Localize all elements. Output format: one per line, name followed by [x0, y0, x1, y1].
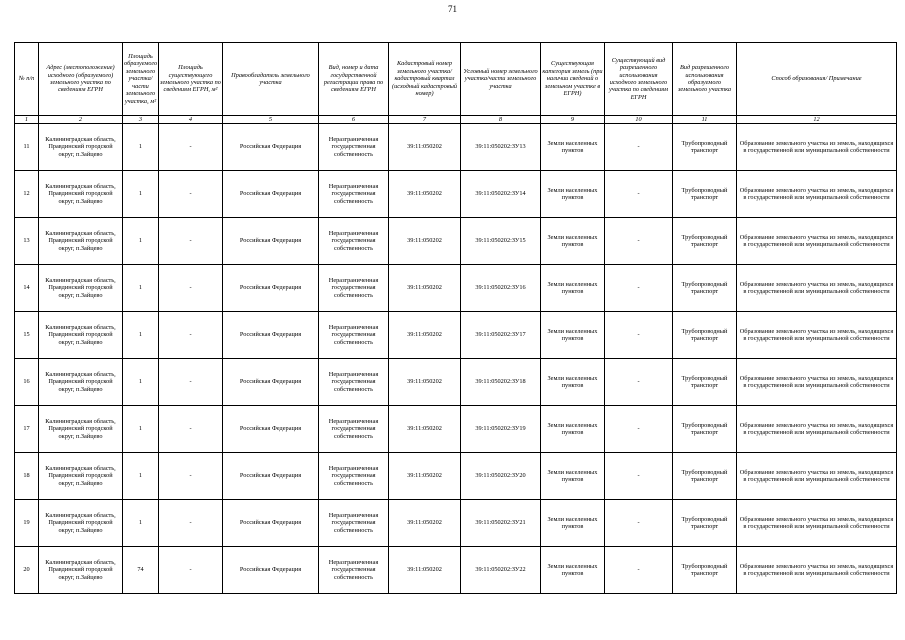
- conditional-number-cell: 39:11:050202:ЗУ16: [461, 265, 541, 312]
- existing-use-cell: -: [605, 406, 673, 453]
- method-cell: Образование земельного участка из земель, находящихся в государственной или муниципальной собственности: [737, 359, 897, 406]
- conditional-number-cell: 39:11:050202:ЗУ20: [461, 453, 541, 500]
- existing-use-cell: -: [605, 312, 673, 359]
- col-header-right-registration: Вид, номер и дата государственной регистрации права по сведениям ЕГРН: [319, 43, 389, 116]
- right-cell: Неразграниченная государственная собственность: [319, 312, 389, 359]
- table-row: [15, 218, 897, 265]
- owner-cell: Российская Федерация: [223, 453, 319, 500]
- address-cell: Калининградская область, Правдинский городской округ, п.Зайцево: [39, 547, 123, 594]
- area-existing-cell: -: [159, 406, 223, 453]
- method-cell: Образование земельного участка из земель, находящихся в государственной или муниципальной собственности: [737, 547, 897, 594]
- table-row: [15, 312, 897, 359]
- area-existing-cell: -: [159, 547, 223, 594]
- existing-use-cell: -: [605, 218, 673, 265]
- cadastral-cell: 39:11:050202: [389, 406, 461, 453]
- category-cell: Земли населенных пунктов: [541, 171, 605, 218]
- right-cell: Неразграниченная государственная собственность: [319, 547, 389, 594]
- header-row: [15, 43, 897, 116]
- col-header-land-category: Существующая категория земель (при наличии сведений о земельном участке в ЕГРН): [541, 43, 605, 116]
- area-existing-cell: -: [159, 171, 223, 218]
- table-row: [15, 171, 897, 218]
- cadastral-cell: 39:11:050202: [389, 547, 461, 594]
- area-new-cell: 1: [123, 265, 159, 312]
- conditional-number-cell: 39:11:050202:ЗУ21: [461, 500, 541, 547]
- conditional-number-cell: 39:11:050202:ЗУ17: [461, 312, 541, 359]
- new-use-cell: Трубопроводный транспорт: [673, 500, 737, 547]
- col-header-area-existing: Площадь существующего земельного участка по сведениям ЕГРН, м²: [159, 43, 223, 116]
- column-number: 8: [461, 116, 541, 124]
- col-header-method: Способ образования/ Примечание: [737, 43, 897, 116]
- right-cell: Неразграниченная государственная собственность: [319, 265, 389, 312]
- method-cell: Образование земельного участка из земель, находящихся в государственной или муниципальной собственности: [737, 171, 897, 218]
- cadastral-cell: 39:11:050202: [389, 171, 461, 218]
- cadastral-cell: 39:11:050202: [389, 312, 461, 359]
- category-cell: Земли населенных пунктов: [541, 547, 605, 594]
- area-new-cell: 1: [123, 171, 159, 218]
- area-existing-cell: -: [159, 500, 223, 547]
- new-use-cell: Трубопроводный транспорт: [673, 547, 737, 594]
- owner-cell: Российская Федерация: [223, 124, 319, 171]
- owner-cell: Российская Федерация: [223, 406, 319, 453]
- table-row: [15, 265, 897, 312]
- cadastral-cell: 39:11:050202: [389, 218, 461, 265]
- column-number: 1: [15, 116, 39, 124]
- row-number: 19: [15, 500, 39, 547]
- owner-cell: Российская Федерация: [223, 500, 319, 547]
- row-number: 13: [15, 218, 39, 265]
- row-number: 12: [15, 171, 39, 218]
- cadastral-cell: 39:11:050202: [389, 359, 461, 406]
- column-number: 12: [737, 116, 897, 124]
- col-header-area-new: Площадь образуемого земельного участка/ части земельного участка, м²: [123, 43, 159, 116]
- table-row: [15, 359, 897, 406]
- column-number: 7: [389, 116, 461, 124]
- conditional-number-cell: 39:11:050202:ЗУ22: [461, 547, 541, 594]
- address-cell: Калининградская область, Правдинский городской округ, п.Зайцево: [39, 406, 123, 453]
- method-cell: Образование земельного участка из земель, находящихся в государственной или муниципальной собственности: [737, 406, 897, 453]
- owner-cell: Российская Федерация: [223, 359, 319, 406]
- col-header-existing-use: Существующий вид разрешенного использования исходного земельного участка по сведениям ЕГРН: [605, 43, 673, 116]
- area-new-cell: 1: [123, 359, 159, 406]
- existing-use-cell: -: [605, 124, 673, 171]
- conditional-number-cell: 39:11:050202:ЗУ18: [461, 359, 541, 406]
- row-number: 16: [15, 359, 39, 406]
- area-existing-cell: -: [159, 265, 223, 312]
- new-use-cell: Трубопроводный транспорт: [673, 453, 737, 500]
- conditional-number-cell: 39:11:050202:ЗУ19: [461, 406, 541, 453]
- category-cell: Земли населенных пунктов: [541, 453, 605, 500]
- right-cell: Неразграниченная государственная собственность: [319, 453, 389, 500]
- row-number: 20: [15, 547, 39, 594]
- table-row: [15, 547, 897, 594]
- cadastral-cell: 39:11:050202: [389, 453, 461, 500]
- owner-cell: Российская Федерация: [223, 312, 319, 359]
- column-number-row: [15, 116, 897, 124]
- row-number: 17: [15, 406, 39, 453]
- row-number: 15: [15, 312, 39, 359]
- column-number: 6: [319, 116, 389, 124]
- new-use-cell: Трубопроводный транспорт: [673, 171, 737, 218]
- new-use-cell: Трубопроводный транспорт: [673, 218, 737, 265]
- owner-cell: Российская Федерация: [223, 218, 319, 265]
- row-number: 18: [15, 453, 39, 500]
- table-row: [15, 453, 897, 500]
- owner-cell: Российская Федерация: [223, 171, 319, 218]
- existing-use-cell: -: [605, 547, 673, 594]
- area-new-cell: 1: [123, 500, 159, 547]
- new-use-cell: Трубопроводный транспорт: [673, 265, 737, 312]
- new-use-cell: Трубопроводный транспорт: [673, 406, 737, 453]
- category-cell: Земли населенных пунктов: [541, 265, 605, 312]
- column-number: 2: [39, 116, 123, 124]
- area-existing-cell: -: [159, 359, 223, 406]
- cadastral-cell: 39:11:050202: [389, 124, 461, 171]
- row-number: 14: [15, 265, 39, 312]
- land-plot-table: [14, 42, 897, 594]
- cadastral-cell: 39:11:050202: [389, 500, 461, 547]
- row-number: 11: [15, 124, 39, 171]
- new-use-cell: Трубопроводный транспорт: [673, 312, 737, 359]
- new-use-cell: Трубопроводный транспорт: [673, 359, 737, 406]
- col-header-new-use: Вид разрешенного использования образуемого земельного участка: [673, 43, 737, 116]
- col-header-address: Адрес (местоположение) исходного (образуемого) земельного участка по сведениям ЕГРН: [39, 43, 123, 116]
- conditional-number-cell: 39:11:050202:ЗУ14: [461, 171, 541, 218]
- category-cell: Земли населенных пунктов: [541, 218, 605, 265]
- col-header-number: № п/п: [15, 43, 39, 116]
- table-row: [15, 500, 897, 547]
- col-header-owner: Правообладатель земельного участка: [223, 43, 319, 116]
- category-cell: Земли населенных пунктов: [541, 312, 605, 359]
- existing-use-cell: -: [605, 359, 673, 406]
- category-cell: Земли населенных пунктов: [541, 406, 605, 453]
- method-cell: Образование земельного участка из земель, находящихся в государственной или муниципальной собственности: [737, 312, 897, 359]
- table-row: [15, 406, 897, 453]
- address-cell: Калининградская область, Правдинский городской округ, п.Зайцево: [39, 171, 123, 218]
- col-header-conditional-number: Условный номер земельного участка/части земельного участка: [461, 43, 541, 116]
- method-cell: Образование земельного участка из земель, находящихся в государственной или муниципальной собственности: [737, 265, 897, 312]
- area-existing-cell: -: [159, 218, 223, 265]
- column-number: 10: [605, 116, 673, 124]
- area-new-cell: 1: [123, 312, 159, 359]
- column-number: 5: [223, 116, 319, 124]
- address-cell: Калининградская область, Правдинский городской округ, п.Зайцево: [39, 218, 123, 265]
- column-number: 3: [123, 116, 159, 124]
- existing-use-cell: -: [605, 265, 673, 312]
- address-cell: Калининградская область, Правдинский городской округ, п.Зайцево: [39, 265, 123, 312]
- area-existing-cell: -: [159, 124, 223, 171]
- right-cell: Неразграниченная государственная собственность: [319, 406, 389, 453]
- column-number: 4: [159, 116, 223, 124]
- area-existing-cell: -: [159, 312, 223, 359]
- existing-use-cell: -: [605, 500, 673, 547]
- method-cell: Образование земельного участка из земель, находящихся в государственной или муниципальной собственности: [737, 453, 897, 500]
- area-new-cell: 74: [123, 547, 159, 594]
- table-row: [15, 124, 897, 171]
- right-cell: Неразграниченная государственная собственность: [319, 124, 389, 171]
- area-existing-cell: -: [159, 453, 223, 500]
- area-new-cell: 1: [123, 453, 159, 500]
- address-cell: Калининградская область, Правдинский городской округ, п.Зайцево: [39, 500, 123, 547]
- method-cell: Образование земельного участка из земель, находящихся в государственной или муниципальной собственности: [737, 218, 897, 265]
- address-cell: Калининградская область, Правдинский городской округ, п.Зайцево: [39, 453, 123, 500]
- col-header-cadastral-number: Кадастровый номер земельного участка/ кадастровый квартал (исходный кадастровый номер): [389, 43, 461, 116]
- right-cell: Неразграниченная государственная собственность: [319, 359, 389, 406]
- method-cell: Образование земельного участка из земель, находящихся в государственной или муниципальной собственности: [737, 124, 897, 171]
- right-cell: Неразграниченная государственная собственность: [319, 218, 389, 265]
- owner-cell: Российская Федерация: [223, 547, 319, 594]
- existing-use-cell: -: [605, 453, 673, 500]
- column-number: 11: [673, 116, 737, 124]
- right-cell: Неразграниченная государственная собственность: [319, 171, 389, 218]
- address-cell: Калининградская область, Правдинский городской округ, п.Зайцево: [39, 124, 123, 171]
- new-use-cell: Трубопроводный транспорт: [673, 124, 737, 171]
- conditional-number-cell: 39:11:050202:ЗУ15: [461, 218, 541, 265]
- existing-use-cell: -: [605, 171, 673, 218]
- right-cell: Неразграниченная государственная собственность: [319, 500, 389, 547]
- address-cell: Калининградская область, Правдинский городской округ, п.Зайцево: [39, 312, 123, 359]
- page-number: 71: [448, 4, 457, 14]
- category-cell: Земли населенных пунктов: [541, 500, 605, 547]
- area-new-cell: 1: [123, 124, 159, 171]
- column-number: 9: [541, 116, 605, 124]
- conditional-number-cell: 39:11:050202:ЗУ13: [461, 124, 541, 171]
- area-new-cell: 1: [123, 218, 159, 265]
- area-new-cell: 1: [123, 406, 159, 453]
- category-cell: Земли населенных пунктов: [541, 124, 605, 171]
- owner-cell: Российская Федерация: [223, 265, 319, 312]
- category-cell: Земли населенных пунктов: [541, 359, 605, 406]
- address-cell: Калининградская область, Правдинский городской округ, п.Зайцево: [39, 359, 123, 406]
- method-cell: Образование земельного участка из земель, находящихся в государственной или муниципальной собственности: [737, 500, 897, 547]
- cadastral-cell: 39:11:050202: [389, 265, 461, 312]
